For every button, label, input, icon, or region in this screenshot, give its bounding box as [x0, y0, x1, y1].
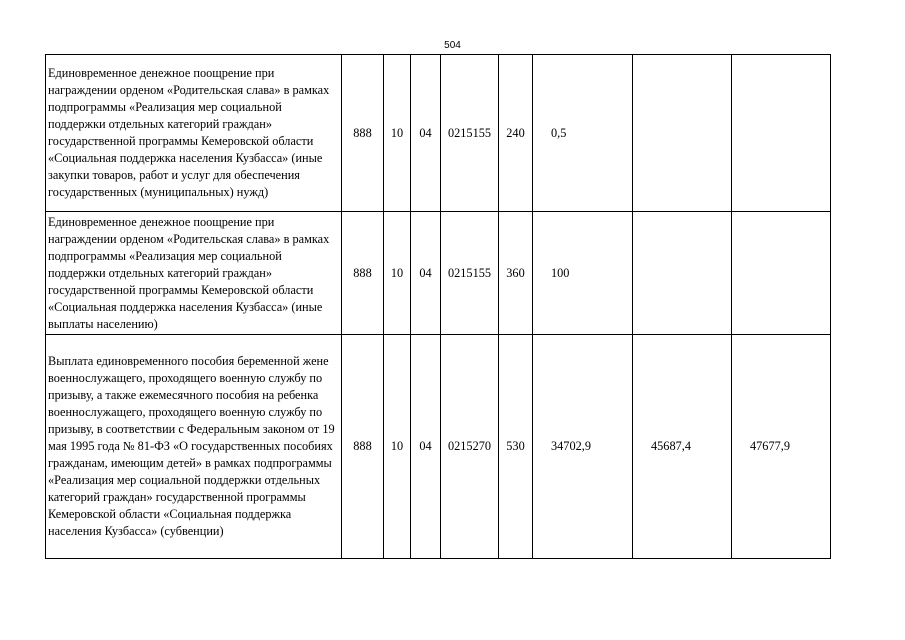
expense-type-code: 240 — [499, 55, 533, 212]
subsection-code: 04 — [411, 212, 441, 335]
amount-year-3: 47677,9 — [732, 335, 831, 559]
page-number: 504 — [444, 40, 461, 51]
amount-year-1: 0,5 — [533, 55, 633, 212]
ministry-code: 888 — [342, 55, 384, 212]
amount-year-2 — [633, 212, 732, 335]
subsection-code: 04 — [411, 335, 441, 559]
subsection-code: 04 — [411, 55, 441, 212]
amount-year-1: 100 — [533, 212, 633, 335]
row-description: Единовременное денежное поощрение при награждении орденом «Родительская слава» в рамках подпрограммы «Реализация мер социальной поддержки отдельных категорий граждан» государственной программы Кемеровской области «Социальная поддержка населения Кузбасса» (иные выплаты населению) — [46, 212, 342, 335]
amount-year-2 — [633, 55, 732, 212]
amount-year-2: 45687,4 — [633, 335, 732, 559]
target-article-code: 0215155 — [441, 55, 499, 212]
table-row — [46, 212, 831, 335]
amount-year-3 — [732, 55, 831, 212]
budget-table — [45, 54, 831, 559]
table-row — [46, 335, 831, 559]
row-description: Единовременное денежное поощрение при награждении орденом «Родительская слава» в рамках подпрограммы «Реализация мер социальной поддержки отдельных категорий граждан» государственной программы Кемеровской области «Социальная поддержка населения Кузбасса» (иные закупки товаров, работ и услуг для обеспечения государственных (муниципальных) нужд) — [46, 55, 342, 212]
section-code: 10 — [384, 212, 411, 335]
ministry-code: 888 — [342, 335, 384, 559]
amount-year-3 — [732, 212, 831, 335]
ministry-code: 888 — [342, 212, 384, 335]
section-code: 10 — [384, 55, 411, 212]
amount-year-1: 34702,9 — [533, 335, 633, 559]
target-article-code: 0215270 — [441, 335, 499, 559]
target-article-code: 0215155 — [441, 212, 499, 335]
table-row — [46, 55, 831, 212]
expense-type-code: 360 — [499, 212, 533, 335]
row-description: Выплата единовременного пособия беременной жене военнослужащего, проходящего военную службу по призыву, а также ежемесячного пособия на ребенка военнослужащего, проходящего военную службу по призыву, в соответствии с Федеральным законом от 19 мая 1995 года № 81-ФЗ «О государственных пособиях гражданам, имеющим детей» в рамках подпрограммы «Реализация мер социальной поддержки отдельных категорий граждан» государственной программы Кемеровской области «Социальная поддержка населения Кузбасса» (субвенции) — [46, 335, 342, 559]
section-code: 10 — [384, 335, 411, 559]
expense-type-code: 530 — [499, 335, 533, 559]
